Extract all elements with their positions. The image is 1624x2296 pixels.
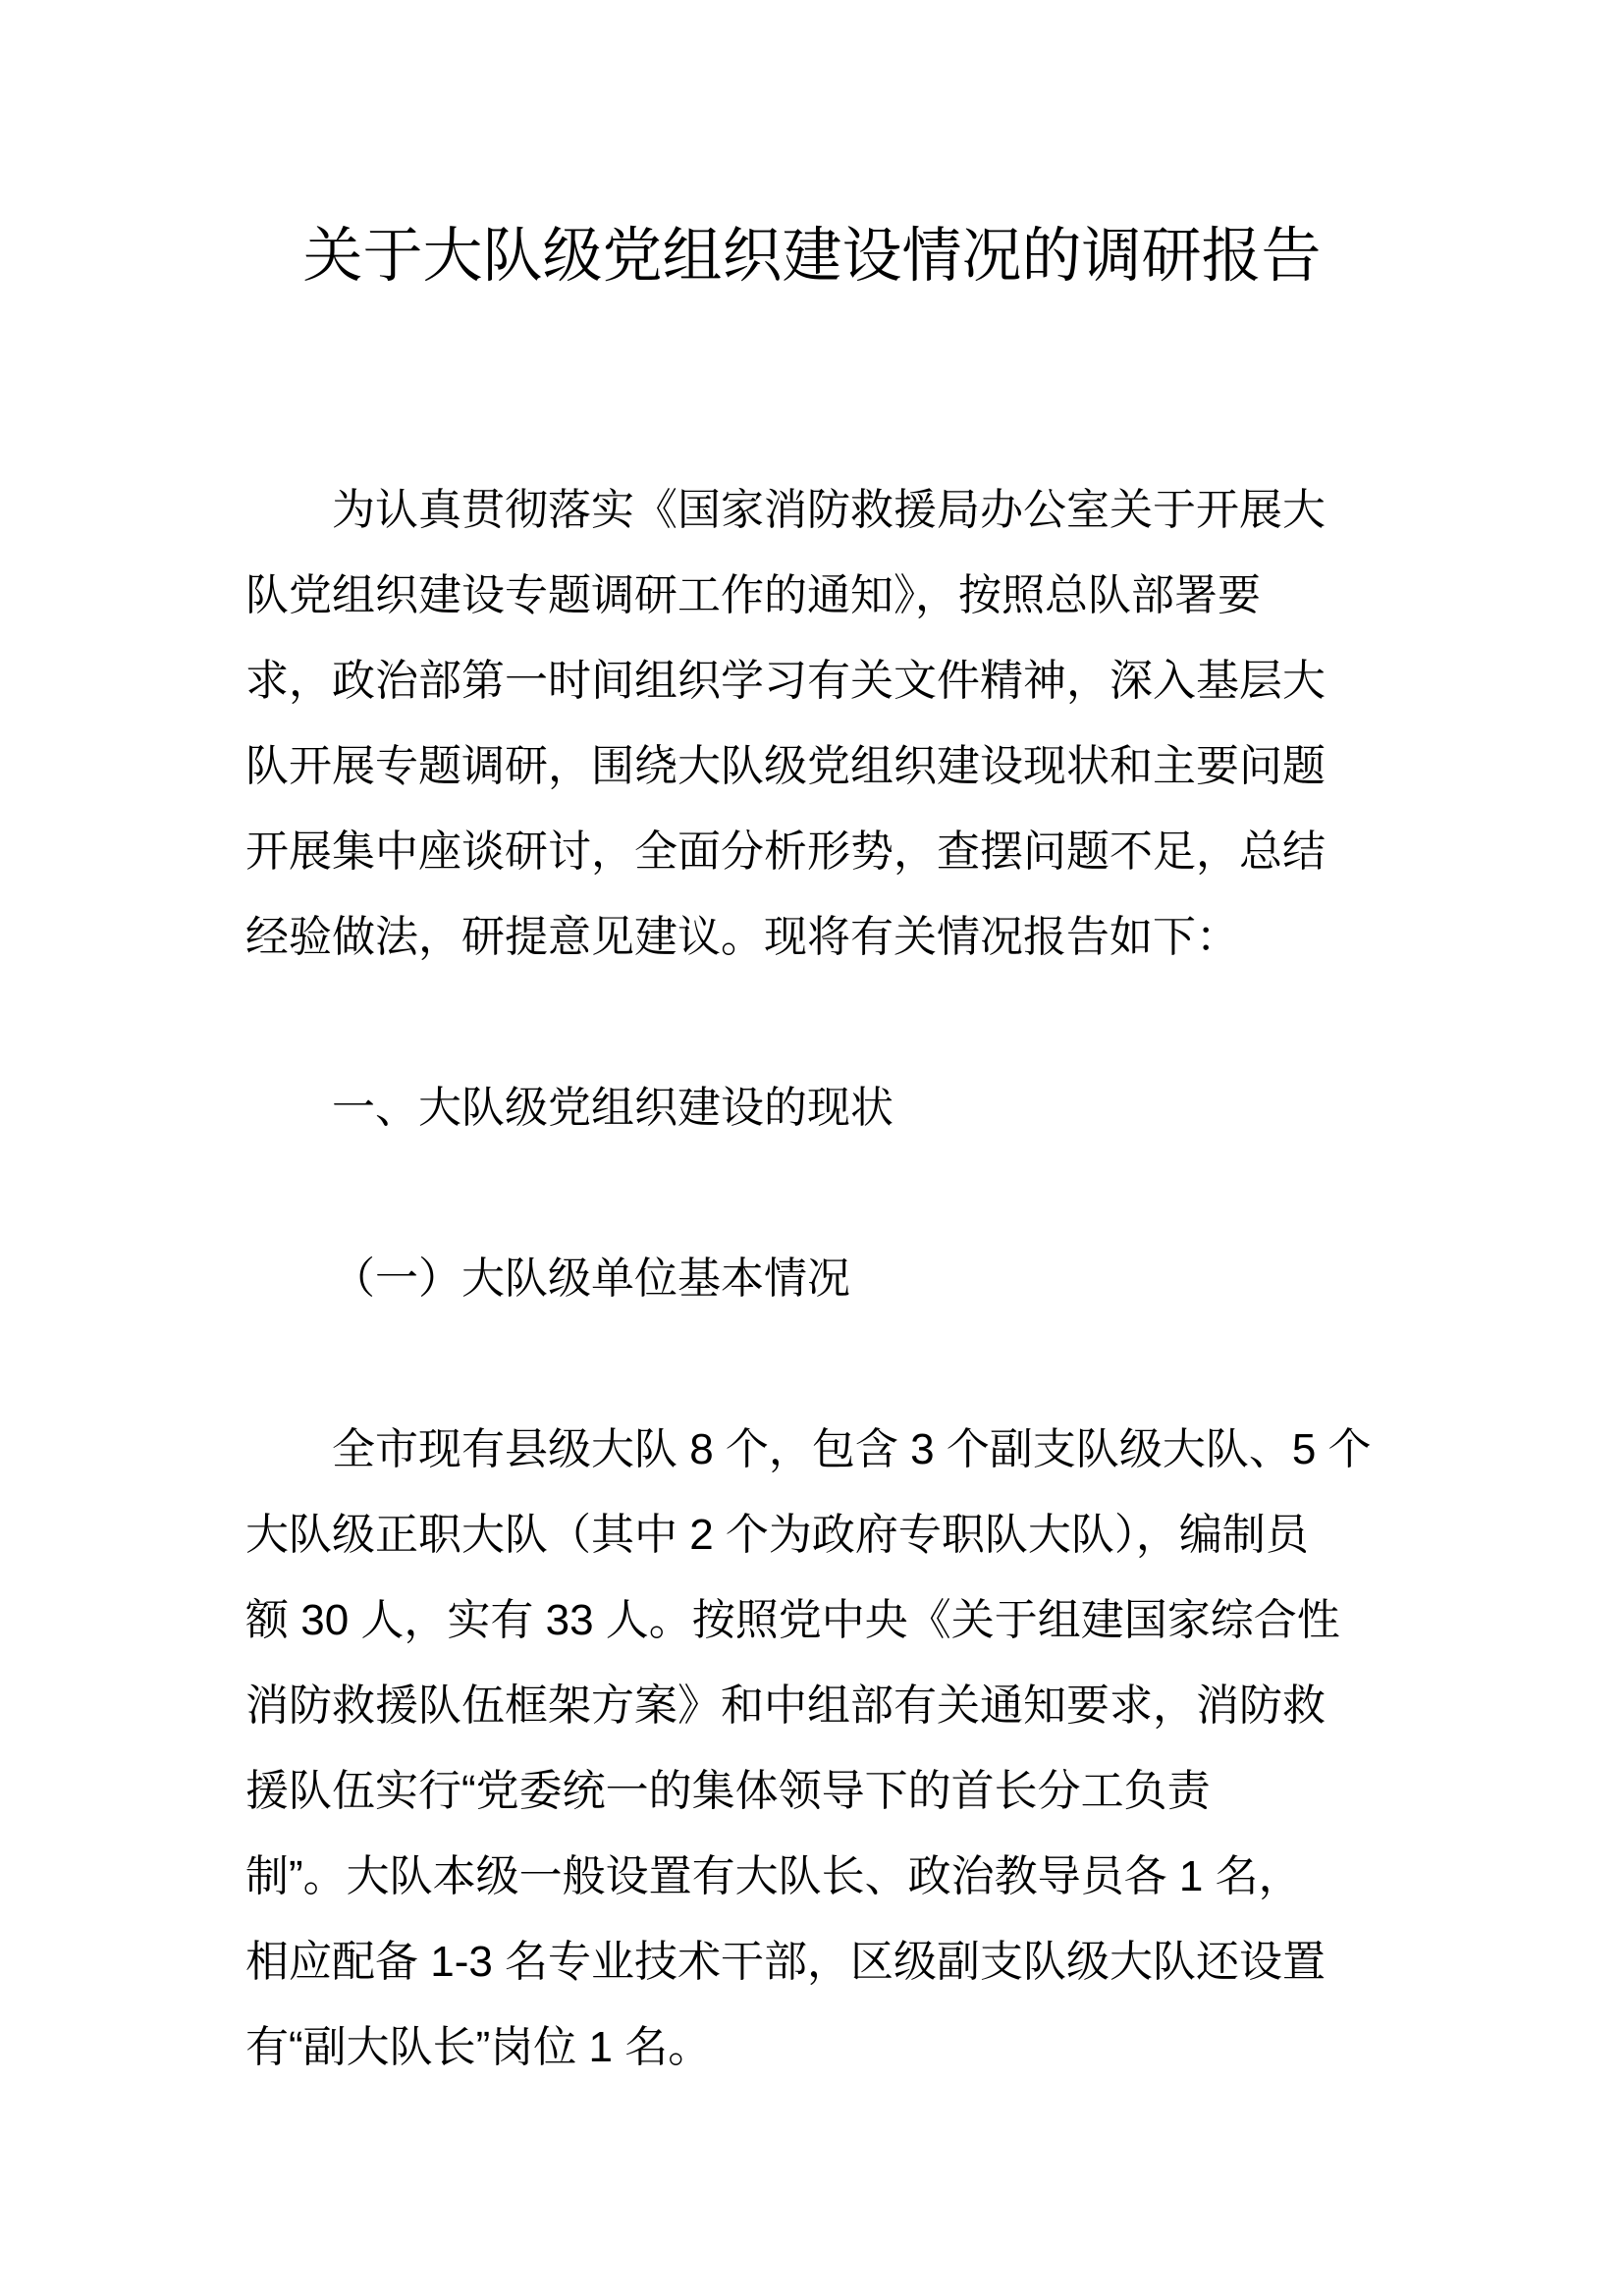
paragraph-line: 求，政治部第一时间组织学习有关文件精神，深入基层大 <box>245 657 1326 705</box>
paragraph-line: 援队伍实行“党委统一的集体领导下的首长分工负责 <box>245 1767 1211 1815</box>
paragraph-line: 有“副大队长”岗位 1 名。 <box>245 2023 712 2071</box>
paragraph-2 <box>245 1407 1372 2090</box>
section-heading-1 <box>245 1065 1355 1150</box>
paragraph-1 <box>245 467 1355 980</box>
document-title: 关于大队级党组织建设情况的调研报告 <box>302 222 1322 289</box>
paragraph-line: 额 30 人，实有 33 人。按照党中央《关于组建国家综合性 <box>245 1596 1340 1644</box>
section-heading-text: 一、大队级党组织建设的现状 <box>332 1084 893 1132</box>
paragraph-line: 开展集中座谈研讨，全面分析形势，查摆问题不足，总结 <box>245 828 1326 876</box>
paragraph-line: 全市现有县级大队 8 个，包含 3 个副支队级大队、5 个 <box>332 1425 1372 1473</box>
paragraph-line: 为认真贯彻落实《国家消防救援局办公室关于开展大 <box>332 486 1326 534</box>
paragraph-line: 制”。大队本级一般设置有大队长、政治教导员各 1 名， <box>245 1852 1302 1900</box>
paragraph-line: 相应配备 1-3 名专业技术干部，区级副支队级大队还设置 <box>245 1938 1326 1986</box>
paragraph-line: 经验做法，研提意见建议。现将有关情况报告如下： <box>245 913 1239 961</box>
paragraph-line: 队党组织建设专题调研工作的通知》，按照总队部署要 <box>245 571 1261 619</box>
subsection-heading-text: （一）大队级单位基本情况 <box>332 1255 850 1303</box>
paragraph-line: 大队级正职大队（其中 2 个为政府专职队大队），编制员 <box>245 1511 1309 1559</box>
subsection-heading-1 <box>245 1236 1355 1321</box>
paragraph-line: 队开展专题调研，围绕大队级党组织建设现状和主要问题 <box>245 742 1326 790</box>
paragraph-line: 消防救援队伍框架方案》和中组部有关通知要求，消防救 <box>245 1682 1326 1730</box>
